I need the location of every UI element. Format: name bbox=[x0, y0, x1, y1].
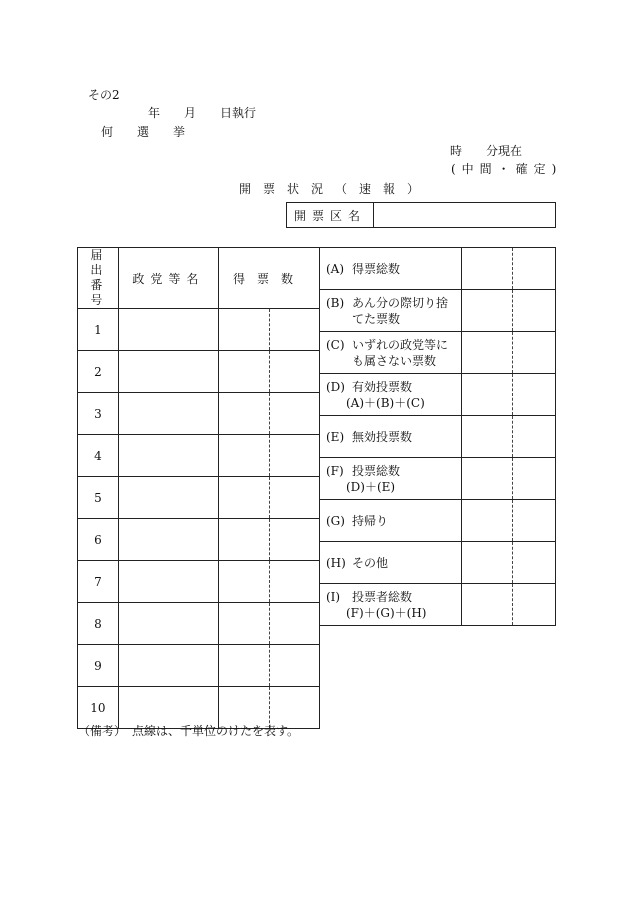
table-row bbox=[78, 435, 320, 477]
summary-formula: (A)＋(B)＋(C) bbox=[346, 395, 425, 410]
row-number: 8 bbox=[78, 603, 119, 645]
thousands-divider bbox=[512, 374, 513, 415]
thousands-divider bbox=[269, 519, 270, 560]
thousands-divider bbox=[512, 500, 513, 541]
summary-label-cell bbox=[320, 332, 462, 374]
party-name-cell bbox=[118, 561, 218, 603]
summary-value-cell bbox=[462, 416, 556, 458]
summary-value-cell bbox=[462, 458, 556, 500]
table-row bbox=[78, 351, 320, 393]
district-table bbox=[286, 202, 556, 228]
summary-value-cell bbox=[462, 374, 556, 416]
summary-row bbox=[320, 416, 556, 458]
summary-code: (E) bbox=[326, 429, 345, 444]
party-name-cell bbox=[118, 351, 218, 393]
summary-label-cell bbox=[320, 248, 462, 290]
party-name-cell bbox=[118, 435, 218, 477]
table-row bbox=[78, 477, 320, 519]
party-name-cell bbox=[118, 645, 218, 687]
row-number: 10 bbox=[78, 687, 119, 729]
votes-cell bbox=[218, 561, 319, 603]
summary-label: 持帰り bbox=[352, 513, 389, 528]
votes-cell bbox=[218, 603, 319, 645]
summary-code: (H) bbox=[326, 555, 346, 570]
thousands-divider bbox=[269, 435, 270, 476]
summary-row bbox=[320, 584, 556, 626]
thousands-divider bbox=[269, 645, 270, 686]
summary-row bbox=[320, 290, 556, 332]
thousands-divider bbox=[269, 351, 270, 392]
votes-cell bbox=[218, 393, 319, 435]
summary-label: あん分の際切り捨てた票数 bbox=[352, 295, 449, 326]
district-label: 開票区名 bbox=[287, 203, 374, 228]
note: （備考） 点線は、千単位のけたを表す。 bbox=[78, 724, 300, 738]
thousands-divider bbox=[512, 332, 513, 373]
thousands-divider bbox=[512, 290, 513, 331]
votes-cell bbox=[218, 519, 319, 561]
thousands-divider bbox=[269, 603, 270, 644]
thousands-divider bbox=[269, 393, 270, 434]
document-title: 開票状況（速報） bbox=[239, 182, 432, 196]
summary-label: その他 bbox=[352, 555, 389, 570]
party-name-cell bbox=[118, 309, 218, 351]
row-number: 5 bbox=[78, 477, 119, 519]
summary-row bbox=[320, 542, 556, 584]
summary-code: (C) bbox=[326, 337, 345, 352]
thousands-divider bbox=[512, 248, 513, 289]
district-value-cell bbox=[374, 203, 556, 228]
summary-row bbox=[320, 458, 556, 500]
party-name-cell bbox=[118, 393, 218, 435]
summary-value-cell bbox=[462, 290, 556, 332]
summary-row bbox=[320, 248, 556, 290]
summary-label-cell bbox=[320, 374, 462, 416]
summary-label-cell bbox=[320, 500, 462, 542]
row-number: 1 bbox=[78, 309, 119, 351]
summary-formula: (F)＋(G)＋(H) bbox=[346, 605, 427, 620]
summary-row bbox=[320, 332, 556, 374]
summary-label-cell bbox=[320, 542, 462, 584]
summary-label-cell bbox=[320, 290, 462, 332]
summary-label: いずれの政党等にも属さない票数 bbox=[352, 337, 449, 368]
row-number: 2 bbox=[78, 351, 119, 393]
summary-code: (G) bbox=[326, 513, 345, 528]
table-row bbox=[78, 519, 320, 561]
thousands-divider bbox=[512, 458, 513, 499]
thousands-divider bbox=[512, 584, 513, 625]
thousands-divider bbox=[512, 542, 513, 583]
date-line: 年 月 日執行 bbox=[148, 106, 257, 120]
summary-label: 無効投票数 bbox=[352, 429, 413, 444]
summary-value-cell bbox=[462, 500, 556, 542]
summary-label-cell bbox=[320, 584, 462, 626]
summary-label: 投票者総数 bbox=[352, 589, 413, 604]
time-line: 時 分現在 bbox=[450, 144, 523, 158]
votes-cell bbox=[218, 309, 319, 351]
votes-cell bbox=[218, 435, 319, 477]
form-number: その2 bbox=[88, 88, 120, 102]
party-name-cell bbox=[118, 519, 218, 561]
header-row bbox=[78, 248, 320, 309]
thousands-divider bbox=[269, 477, 270, 518]
table-row bbox=[78, 645, 320, 687]
row-number: 3 bbox=[78, 393, 119, 435]
summary-code: (F) bbox=[326, 463, 344, 478]
row-number: 4 bbox=[78, 435, 119, 477]
election-name-line: 何 選 挙 bbox=[101, 125, 186, 139]
summary-label-cell bbox=[320, 458, 462, 500]
row-number: 6 bbox=[78, 519, 119, 561]
summary-code: (A) bbox=[326, 261, 345, 276]
party-name-cell bbox=[118, 477, 218, 519]
summary-label-cell bbox=[320, 416, 462, 458]
summary-value-cell bbox=[462, 542, 556, 584]
candidate-table bbox=[77, 247, 320, 729]
table-row bbox=[78, 603, 320, 645]
header-party: 政党等名 bbox=[118, 248, 218, 309]
summary-label: 投票総数 bbox=[352, 463, 401, 478]
summary-formula: (D)＋(E) bbox=[346, 479, 396, 494]
thousands-divider bbox=[269, 309, 270, 350]
votes-cell bbox=[218, 351, 319, 393]
summary-value-cell bbox=[462, 584, 556, 626]
summary-table bbox=[319, 247, 556, 626]
summary-row bbox=[320, 374, 556, 416]
summary-code: (D) bbox=[326, 379, 345, 394]
status-line: (中間・確定) bbox=[451, 162, 563, 176]
table-row bbox=[78, 309, 320, 351]
votes-cell bbox=[218, 477, 319, 519]
votes-cell bbox=[218, 645, 319, 687]
header-votes: 得票数 bbox=[218, 248, 319, 309]
table-row bbox=[78, 393, 320, 435]
summary-code: (I) bbox=[326, 589, 341, 604]
summary-row bbox=[320, 500, 556, 542]
thousands-divider bbox=[512, 416, 513, 457]
thousands-divider bbox=[269, 561, 270, 602]
party-name-cell bbox=[118, 603, 218, 645]
header-number: 届出番号 bbox=[78, 248, 119, 309]
summary-label: 有効投票数 bbox=[352, 379, 413, 394]
row-number: 9 bbox=[78, 645, 119, 687]
table-row bbox=[78, 561, 320, 603]
row-number: 7 bbox=[78, 561, 119, 603]
summary-value-cell bbox=[462, 248, 556, 290]
summary-label: 得票総数 bbox=[352, 261, 401, 276]
summary-code: (B) bbox=[326, 295, 345, 310]
summary-value-cell bbox=[462, 332, 556, 374]
